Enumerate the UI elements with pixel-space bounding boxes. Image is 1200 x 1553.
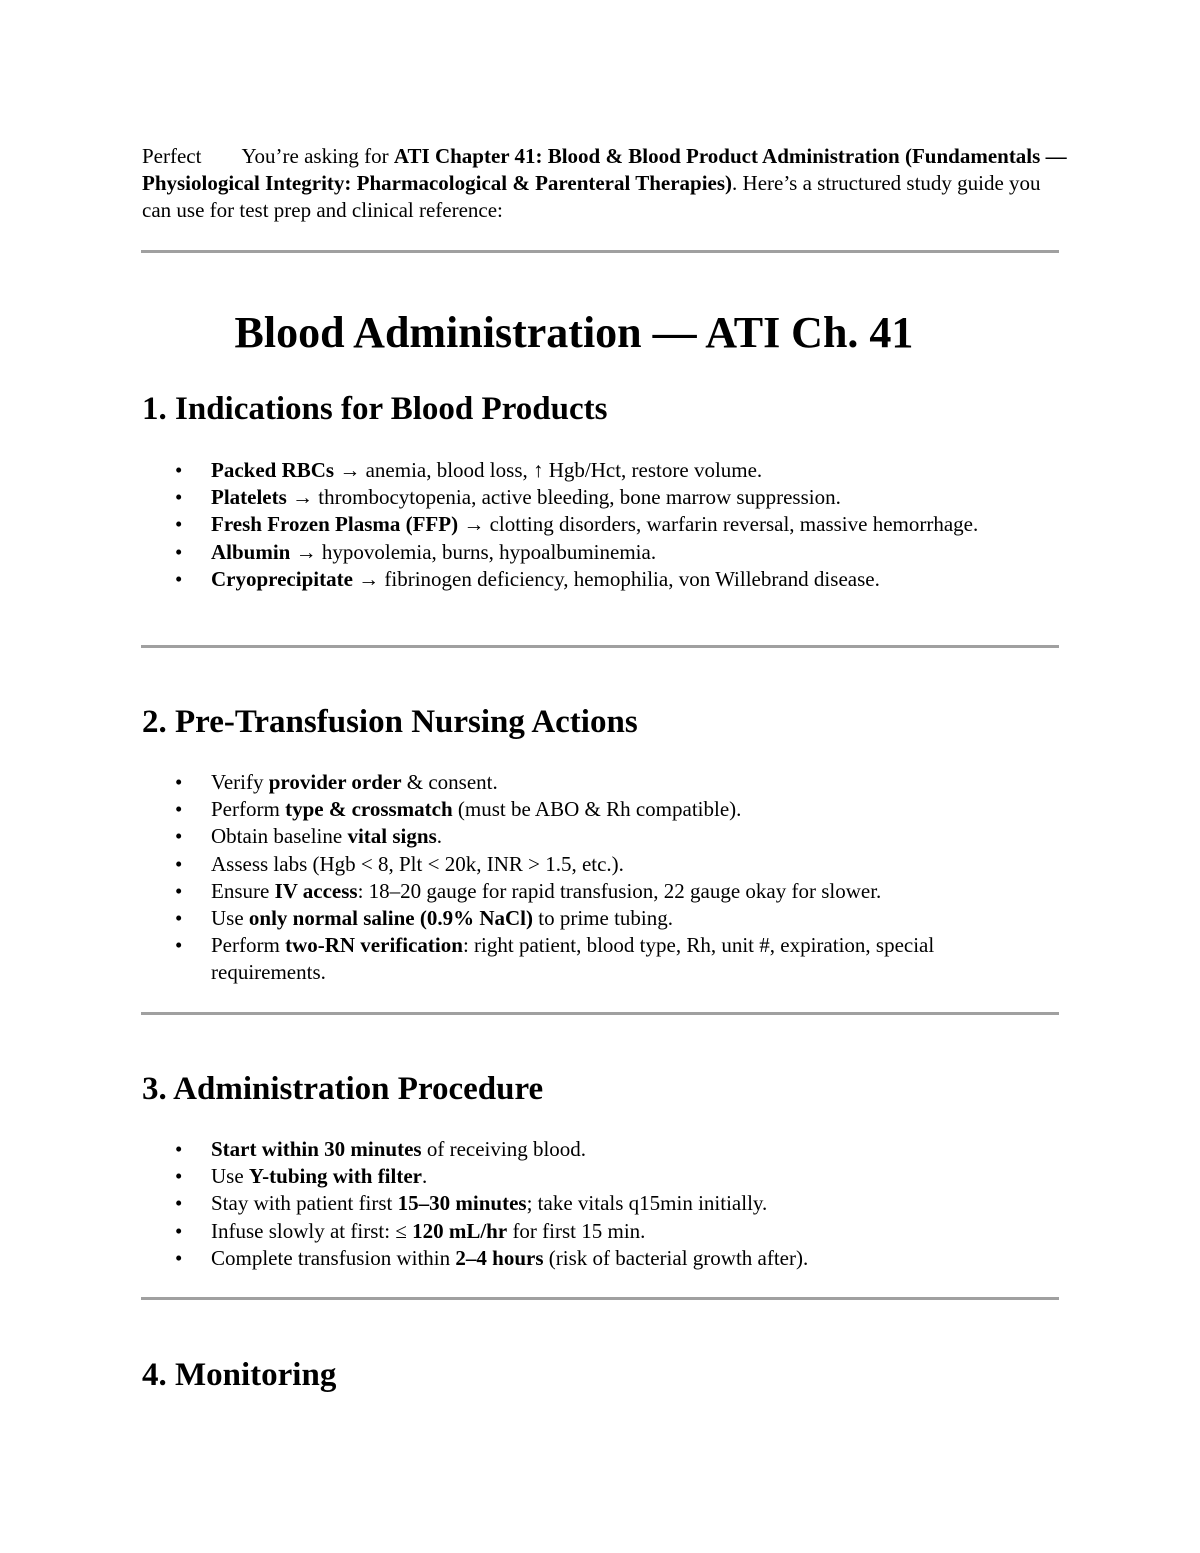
item-bold: Albumin bbox=[211, 539, 291, 564]
item-bold: Start within 30 minutes bbox=[211, 1137, 422, 1161]
item-text: → thrombocytopenia, active bleeding, bone marrow suppression. bbox=[286, 485, 841, 510]
bullet-icon: • bbox=[175, 1245, 183, 1270]
item-text: Obtain baseline bbox=[211, 824, 348, 849]
bullet-icon: • bbox=[175, 906, 183, 931]
list-item bbox=[142, 823, 1042, 850]
horizontal-rule bbox=[141, 1297, 1059, 1300]
item-bold: Packed RBCs bbox=[211, 458, 335, 482]
bullet-icon: • bbox=[175, 539, 183, 564]
list-item bbox=[142, 511, 1042, 538]
section-1-list bbox=[142, 457, 1042, 593]
item-bold: two-RN verification bbox=[285, 933, 463, 958]
item-text: Assess labs (Hgb < 8, Plt < 20k, INR > 1.5, etc.). bbox=[211, 851, 624, 876]
bullet-icon: • bbox=[175, 797, 183, 822]
item-bold: Cryoprecipitate bbox=[211, 566, 353, 591]
list-item bbox=[142, 851, 1042, 878]
list-item bbox=[142, 457, 1042, 484]
item-text: for first 15 min. bbox=[507, 1218, 646, 1243]
list-item bbox=[142, 1190, 1042, 1217]
list-item bbox=[142, 905, 1042, 932]
item-text: to prime tubing. bbox=[533, 906, 674, 931]
item-bold: 2–4 hours bbox=[455, 1245, 544, 1270]
list-item bbox=[142, 932, 1042, 986]
list-item bbox=[142, 566, 1042, 593]
list-item bbox=[142, 539, 1042, 566]
section-2-list bbox=[142, 769, 1042, 987]
list-item bbox=[142, 484, 1042, 511]
bullet-icon: • bbox=[175, 1137, 183, 1161]
item-text: Infuse slowly at first: ≤ bbox=[211, 1218, 413, 1243]
item-bold: 15–30 minutes bbox=[397, 1191, 527, 1216]
item-text: Verify bbox=[211, 770, 269, 794]
item-text: → hypovolemia, burns, hypoalbuminemia. bbox=[290, 539, 657, 564]
item-bold: IV access bbox=[274, 878, 358, 903]
item-text: → fibrinogen deficiency, hemophilia, von Willebrand disease. bbox=[352, 566, 880, 591]
item-text: : right patient, blood type, Rh, unit #, expiration, special requirements. bbox=[211, 933, 935, 985]
section-3-heading: 3. Administration Procedure bbox=[142, 1071, 544, 1107]
horizontal-rule bbox=[141, 250, 1059, 253]
intro-lead: Perfect bbox=[142, 144, 202, 168]
horizontal-rule bbox=[141, 1012, 1059, 1015]
bullet-icon: • bbox=[175, 878, 183, 903]
item-bold: Y-tubing with filter bbox=[248, 1164, 422, 1189]
list-item bbox=[142, 1218, 1042, 1245]
section-2-heading: 2. Pre-Transfusion Nursing Actions bbox=[142, 704, 638, 740]
list-item bbox=[142, 796, 1042, 823]
bullet-icon: • bbox=[175, 933, 183, 958]
bullet-icon: • bbox=[175, 851, 183, 876]
item-text: ; take vitals q15min initially. bbox=[526, 1191, 768, 1216]
item-bold: vital signs bbox=[347, 824, 437, 849]
list-item bbox=[142, 1136, 1042, 1163]
document-title: Blood Administration — ATI Ch. 41 bbox=[234, 308, 914, 357]
bullet-icon: • bbox=[175, 458, 183, 482]
item-text: → clotting disorders, warfarin reversal, massive hemorrhage. bbox=[458, 512, 979, 537]
section-1-heading: 1. Indications for Blood Products bbox=[142, 391, 608, 427]
item-text: : 18–20 gauge for rapid transfusion, 22 gauge okay for slower. bbox=[357, 878, 882, 903]
intro-bold-title: ATI Chapter 41: Blood & Blood Product Administration (Fundamentals — Physiological Integrity: Pharmacological & Parenteral Therapies) bbox=[142, 144, 1067, 195]
item-text: (must be ABO & Rh compatible). bbox=[452, 797, 742, 822]
list-item bbox=[142, 878, 1042, 905]
item-text: → anemia, blood loss, ↑ Hgb/Hct, restore volume. bbox=[334, 458, 763, 482]
item-text: Perform bbox=[211, 797, 286, 822]
bullet-icon: • bbox=[175, 770, 183, 794]
bullet-icon: • bbox=[175, 1191, 183, 1216]
item-text: Use bbox=[211, 906, 249, 931]
item-bold: provider order bbox=[268, 770, 402, 794]
bullet-icon: • bbox=[175, 1164, 183, 1189]
item-bold: 120 mL/hr bbox=[412, 1218, 508, 1243]
item-text: Ensure bbox=[211, 878, 275, 903]
intro-paragraph bbox=[142, 143, 1072, 224]
item-text: . bbox=[436, 824, 442, 849]
bullet-icon: • bbox=[175, 1218, 183, 1243]
intro-text-1: You’re asking for bbox=[241, 144, 394, 168]
list-item bbox=[142, 1163, 1042, 1190]
list-item bbox=[142, 1245, 1042, 1272]
item-text: Stay with patient first bbox=[211, 1191, 398, 1216]
list-item bbox=[142, 769, 1042, 796]
bullet-icon: • bbox=[175, 512, 183, 537]
item-bold: Platelets bbox=[211, 485, 287, 510]
item-text: (risk of bacterial growth after). bbox=[543, 1245, 809, 1270]
horizontal-rule bbox=[141, 645, 1059, 648]
bullet-icon: • bbox=[175, 824, 183, 849]
section-4-heading: 4. Monitoring bbox=[142, 1357, 337, 1393]
item-text: Perform bbox=[211, 933, 286, 958]
item-text: of receiving blood. bbox=[421, 1137, 587, 1161]
item-bold: Fresh Frozen Plasma (FFP) bbox=[211, 512, 459, 537]
bullet-icon: • bbox=[175, 485, 183, 510]
item-bold: only normal saline (0.9% NaCl) bbox=[248, 906, 534, 931]
bullet-icon: • bbox=[175, 566, 183, 591]
item-text: & consent. bbox=[401, 770, 498, 794]
item-text: Complete transfusion within bbox=[211, 1245, 456, 1270]
section-3-list bbox=[142, 1136, 1042, 1272]
intro-text-2: . Here’s a structured study guide you can use for test prep and clinical reference: bbox=[142, 171, 1041, 222]
item-text: Use bbox=[211, 1164, 249, 1189]
item-text: . bbox=[422, 1164, 428, 1189]
item-bold: type & crossmatch bbox=[285, 797, 453, 822]
